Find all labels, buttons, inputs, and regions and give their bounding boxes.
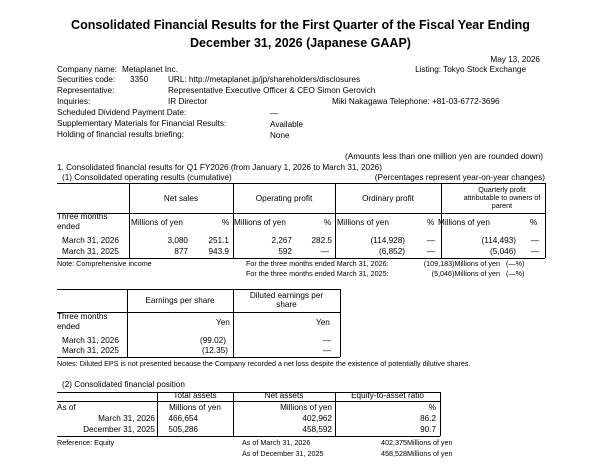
diluted-eps-cell: ― [322, 346, 332, 355]
equity-ref-value: 402,375Millions of yen [381, 438, 453, 447]
unit-percent: % [427, 218, 435, 227]
eps-row-header: Three months ended [57, 312, 108, 331]
op-profit-pct-cell: ― [320, 247, 330, 256]
securities-code-label: Securities code: [57, 75, 116, 84]
inquiries-title: IR Director [168, 97, 208, 106]
unit-millions-yen: Millions of yen [234, 218, 286, 227]
unit-millions-yen: Millions of yen [280, 403, 332, 412]
representative-label: Representative: [57, 86, 115, 95]
unit-millions-yen: Millions of yen [337, 218, 389, 227]
total-assets-cell: 466,654 [168, 414, 198, 423]
period-cell: March 31, 2025 [62, 247, 119, 256]
inquiries-contact: Miki Nakagawa Telephone: +81-03-6772-3696 [332, 97, 500, 106]
net-sales-cell: 3,080 [167, 236, 188, 245]
op-profit-cell: 2,267 [271, 236, 292, 245]
comp-income-label: For the three months ended March 31, 2026: [246, 259, 389, 268]
listing-info: Listing: Tokyo Stock Exchange [415, 65, 526, 74]
comp-income-value: (109,183)Millions of yen [423, 259, 500, 268]
securities-code: 3350 [130, 75, 149, 84]
unit-percent: % [530, 218, 538, 227]
quarterly-profit-cell: (5,046) [490, 247, 516, 256]
dividend-date-value: ― [270, 109, 279, 118]
section1-heading: 1. Consolidated financial results for Q1 FY2026 (from January 1, 2026 to March 31, 2026) [57, 163, 382, 172]
op-profit-cell: 592 [278, 247, 292, 256]
op-profit-pct-cell: 282.5 [311, 236, 332, 245]
col-equity-ratio: Equity-to-asset ratio [351, 391, 424, 400]
net-sales-pct-cell: 943.9 [208, 247, 229, 256]
equity-ref-label: As of March 31, 2026 [242, 438, 311, 447]
reference-equity-label: Reference: Equity [57, 438, 115, 447]
supplementary-value: Available [270, 120, 304, 129]
col-net-assets: Net assets [264, 391, 304, 400]
unit-percent: % [324, 218, 332, 227]
inquiries-label: Inquiries: [57, 97, 91, 106]
title-line-2: December 31, 2026 (Japanese GAAP) [190, 36, 411, 50]
comp-income-pct: (―%) [506, 269, 525, 278]
quarterly-profit-pct-cell: ― [530, 247, 540, 256]
diluted-eps-cell: ― [322, 336, 332, 345]
eps-cell: (12.35) [202, 346, 228, 355]
section2-heading: (2) Consolidated financial position [62, 380, 185, 389]
diluted-eps-unit: Yen [316, 318, 330, 327]
net-assets-cell: 402,962 [302, 414, 332, 423]
period-cell: March 31, 2025 [62, 346, 119, 355]
title-line-1: Consolidated Financial Results for the First Quarter of the Fiscal Year Ending [71, 18, 530, 32]
comp-income-pct: (―%) [506, 259, 525, 268]
company-name-label: Company name: [57, 65, 118, 74]
period-cell: March 31, 2026 [98, 414, 155, 423]
unit-percent: % [428, 403, 436, 412]
report-date: May 13, 2026 [490, 55, 540, 64]
ord-profit-pct-cell: ― [426, 236, 436, 245]
col-ordinary-profit: Ordinary profit [362, 194, 414, 203]
period-cell: December 31, 2025 [83, 425, 155, 434]
col-net-sales: Net sales [163, 194, 199, 203]
quarterly-profit-cell: (114,493) [481, 236, 516, 245]
percent-note: (Percentages represent year-on-year changes) [374, 173, 545, 182]
ord-profit-pct-cell: ― [426, 247, 436, 256]
net-sales-pct-cell: 251.1 [208, 236, 229, 245]
as-of-label: As of [57, 403, 76, 412]
unit-millions-yen: Millions of yen [438, 218, 490, 227]
period-cell: March 31, 2026 [62, 336, 119, 345]
col-quarterly-profit: Quarterly profit attributable to owners of parent [463, 185, 541, 210]
equity-ref-label: As of December 31, 2025 [242, 449, 324, 458]
comprehensive-income-label: Note: Comprehensive income [57, 259, 152, 268]
diluted-eps-note: Notes: Diluted EPS is not presented because the Company recorded a net loss despite the existence of potentially dilutive shares. [57, 359, 471, 368]
comp-income-label: For the three months ended March 31, 2025: [246, 269, 389, 278]
section1-subheading: (1) Consolidated operating results (cumulative) [62, 173, 232, 182]
unit-millions-yen: Millions of yen [131, 218, 183, 227]
equity-ratio-cell: 90.7 [420, 425, 436, 434]
unit-millions-yen: Millions of yen [169, 403, 221, 412]
rounding-note: (Amounts less than one million yen are rounded down) [345, 152, 543, 161]
diluted-eps-col-header-line2: share [276, 300, 297, 309]
ord-profit-cell: (114,928) [370, 236, 405, 245]
total-assets-cell: 505,286 [168, 425, 198, 434]
briefing-label: Holding of financial results briefing: [57, 130, 184, 139]
row-header-three-months: Three months ended [57, 212, 108, 231]
equity-ref-value: 458,528Millions of yen [381, 449, 453, 458]
period-cell: March 31, 2026 [62, 236, 119, 245]
briefing-value: None [270, 131, 290, 140]
ord-profit-cell: (6,852) [379, 247, 405, 256]
quarterly-profit-pct-cell: ― [530, 236, 540, 245]
company-name: Metaplanet Inc. [122, 65, 178, 74]
representative-name: Representative Executive Officer & CEO Simon Gerovich [168, 86, 376, 95]
supplementary-label: Supplementary Materials for Financial Results: [57, 119, 227, 128]
eps-unit: Yen [216, 318, 230, 327]
col-operating-profit: Operating profit [255, 194, 313, 203]
eps-cell: (99.02) [200, 336, 226, 345]
unit-percent: % [222, 218, 230, 227]
net-assets-cell: 458,592 [302, 425, 332, 434]
company-url: URL: http://metaplanet.jp/jp/shareholders/disclosures [168, 75, 361, 84]
net-sales-cell: 877 [174, 247, 188, 256]
eps-col-header: Earnings per share [145, 296, 215, 305]
diluted-eps-col-header-line1: Diluted earnings per [249, 291, 324, 300]
dividend-date-label: Scheduled Dividend Payment Date: [57, 108, 187, 117]
equity-ratio-cell: 86.2 [420, 414, 436, 423]
col-total-assets: Total assets [173, 391, 217, 400]
comp-income-value: (5,046)Millions of yen [431, 269, 500, 278]
